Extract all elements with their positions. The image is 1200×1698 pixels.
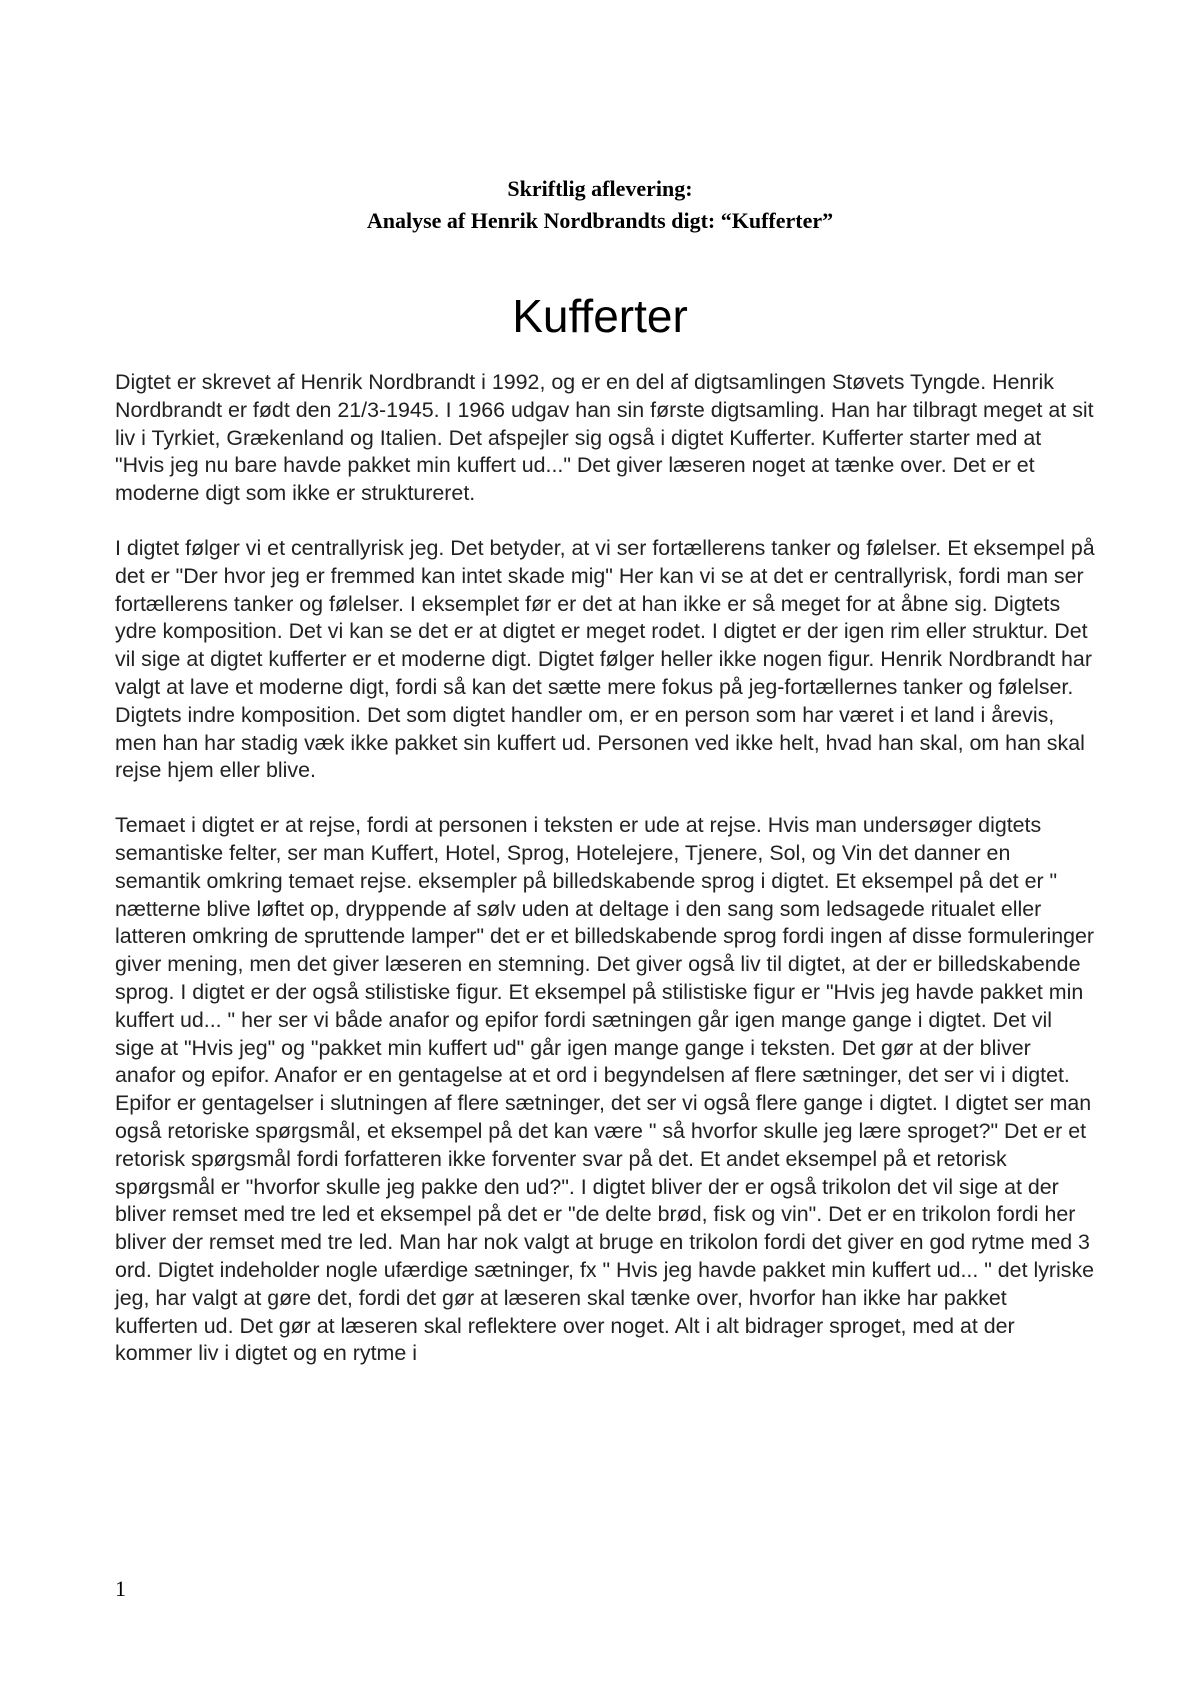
header-line-2: Analyse af Henrik Nordbrandts digt: “Kufferter” <box>366 208 834 233</box>
header-line-1: Skriftlig aflevering: <box>507 176 693 201</box>
paragraph-1: Digtet er skrevet af Henrik Nordbrandt i 1992, og er en del af digtsamlingen Støvets Tyngde. Henrik Nordbrandt er født den 21/3-1945. I 1966 udgav han sin første digtsamling. Han har tilbragt meget at sit liv i Tyrkiet, Grækenland og Italien. Det afspejler sig også i digtet Kufferter. Kufferter starter med at "Hvis jeg nu bare havde pakket min kuffert ud..." Det giver læseren noget at tænke over. Det er et moderne digt som ikke er struktureret. <box>115 370 1094 506</box>
paragraph-3: Temaet i digtet er at rejse, fordi at personen i teksten er ude at rejse. Hvis man undersøger digtets semantiske felter, ser man Kuffert, Hotel, Sprog, Hotelejere, Tjenere, Sol, og Vin det danner en semantik omkring temaet rejse. eksempler på billedskabende sprog i digtet. Et eksempel på det er " nætterne blive løftet op, dryppende af sølv uden at deltage i den sang som ledsagede ritualet eller latteren omkring de spruttende lamper" det er et billedskabende sprog fordi ingen af disse formuleringer giver mening, men det giver læseren en stemning. Det giver også liv til digtet, at der er billedskabende sprog. I digtet er der også stilistiske figur. Et eksempel på stilistiske figur er "Hvis jeg havde pakket min kuffert ud... " her ser vi både anafor og epifor fordi sætningen går igen mange gange i digtet. Det vil sige at "Hvis jeg" og "pakket min kuffert ud" går igen mange gange i teksten. Det gør at der bliver anafor og epifor. Anafor er en gentagelse at et ord i begyndelsen af flere sætninger, det ser vi i digtet. Epifor er gentagelser i slutningen af flere sætninger, det ser vi også flere gange i digtet. I digtet ser man også retoriske spørgsmål, et eksempel på det kan være " så hvorfor skulle jeg lære sproget?" Det er et retorisk spørgsmål fordi forfatteren ikke forventer svar på det. Et andet eksempel på et retorisk spørgsmål er "hvorfor skulle jeg pakke den ud?". I digtet bliver der er også trikolon det vil sige at der bliver remset med tre led et eksempel på det er "de delte brød, fisk og vin". Det er en trikolon fordi her bliver der remset med tre led. Man har nok valgt at bruge en trikolon fordi det giver en god rytme med 3 ord. Digtet indeholder nogle ufærdige sætninger, fx " Hvis jeg havde pakket min kuffert ud... " det lyriske jeg, har valgt at gøre det, fordi det gør at læseren skal tænke over, hvorfor han ikke har pakket kufferten ud. Det gør at læseren skal reflektere over noget. Alt i alt bidrager sproget, med at der kommer liv i digtet og en rytme i <box>115 813 1095 1366</box>
paragraph-2: I digtet følger vi et centrallyrisk jeg. Det betyder, at vi ser fortællerens tanker og følelser. Et eksempel på det er "Der hvor jeg er fremmed kan intet skade mig" Her kan vi se at det er centrallyrisk, fordi man ser fortællerens tanker og følelser. I eksemplet før er det at han ikke er så meget for at åbne sig. Digtets ydre komposition. Det vi kan se det er at digtet er meget rodet. I digtet er der igen rim eller struktur. Det vil sige at digtet kufferter er et moderne digt. Digtet følger heller ikke nogen figur. Henrik Nordbrandt har valgt at lave et moderne digt, fordi så kan det sætte mere fokus på jeg-fortællernes tanker og følelser. Digtets indre komposition. Det som digtet handler om, er en person som har været i et land i årevis, men han har stadig væk ikke pakket sin kuffert ud. Personen ved ikke helt, hvad han skal, om han skal rejse hjem eller blive. <box>115 535 1095 783</box>
page-number: 1 <box>115 1576 126 1601</box>
document-header <box>0 173 1200 237</box>
poem-title: Kufferter <box>512 290 688 342</box>
document-body <box>115 369 1095 1395</box>
